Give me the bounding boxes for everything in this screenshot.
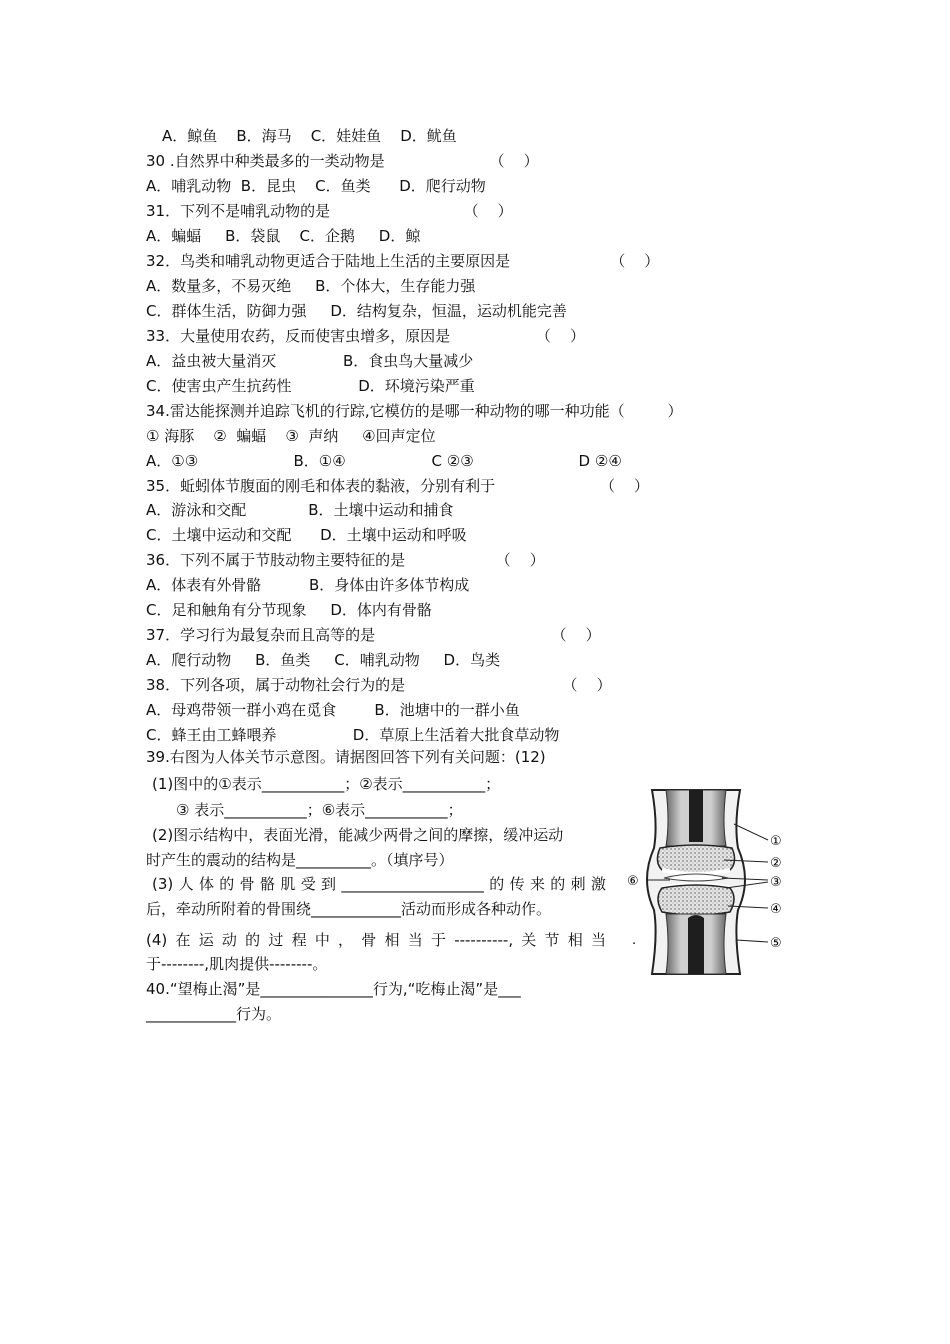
label-2: ② xyxy=(770,856,782,871)
joint-diagram xyxy=(622,784,792,980)
joint-head xyxy=(657,845,734,873)
q40-line1: 40.“望梅止渴”是_______________行为,“吃梅止渴”是___ xyxy=(146,980,521,998)
q39-stem: 39.右图为人体关节示意图。请据图回答下列有关问题：(12) xyxy=(146,748,546,766)
q38-stem: 38．下列各项，属于动物社会行为的是 （ ） xyxy=(146,676,612,694)
q39-part3-line1: (3)人体的骨骼肌受到___________________的传来的刺激 xyxy=(152,875,606,893)
q39-part3-line2: 后，牵动所附着的骨围绕____________活动而形成各种动作。 xyxy=(146,900,552,918)
q36-stem: 36．下列不属于节肢动物主要特征的是 （ ） xyxy=(146,551,545,569)
q39-part4-line1: (4)在运动的过程中，骨相当于----------,关节相当 xyxy=(146,931,606,949)
lower-marrow-cavity xyxy=(688,915,704,974)
q34-stem: 34.雷达能探测并追踪飞机的行踪,它模仿的是哪一种动物的哪一种功能（ ） xyxy=(146,402,683,420)
label-4: ④ xyxy=(770,902,782,917)
q35-options-ab: A．游泳和交配 B．土壤中运动和捕食 xyxy=(146,501,454,519)
q38-options-ab: A．母鸡带领一群小鸡在觅食 B．池塘中的一群小鱼 xyxy=(146,701,520,719)
q36-options-ab: A．体表有外骨骼 B．身体由许多体节构成 xyxy=(146,576,470,594)
q39-part2-line1: (2)图示结构中，表面光滑，能减少两骨之间的摩擦，缓冲运动 xyxy=(152,826,564,844)
label-3: ③ xyxy=(770,875,782,890)
q37-options: A．爬行动物 B．鱼类 C．哺乳动物 D．鸟类 xyxy=(146,651,501,669)
joint-socket xyxy=(658,885,734,915)
q33-options-ab: A．益虫被大量消灭 B．食虫鸟大量减少 xyxy=(146,352,474,370)
q30-options: A．哺乳动物 B．昆虫 C．鱼类 D．爬行动物 xyxy=(146,177,486,195)
q39-part1-line1: (1)图中的①表示___________；②表示___________； xyxy=(152,775,501,793)
q32-options-ab: A．数量多，不易灭绝 B．个体大，生存能力强 xyxy=(146,277,476,295)
q35-options-cd: C．土壤中运动和交配 D．土壤中运动和呼吸 xyxy=(146,526,467,544)
q36-options-cd: C．足和触角有分节现象 D．体内有骨骼 xyxy=(146,601,432,619)
q38-options-cd: C．蜂王由工蜂喂养 D．草原上生活着大批食草动物 xyxy=(146,726,560,744)
q29-options: A．鲸鱼 B．海马 C．娃娃鱼 D．鱿鱼 xyxy=(162,127,457,145)
label-1: ① xyxy=(770,834,782,849)
q39-part4-line2: 于--------,肌肉提供--------。 xyxy=(146,955,328,973)
q32-options-cd: C．群体生活，防御力强 D．结构复杂，恒温，运动机能完善 xyxy=(146,302,567,320)
q39-part2-line2: 时产生的震动的结构是__________。（填序号） xyxy=(146,851,454,869)
stray-dot: . xyxy=(632,933,637,948)
q31-options: A．蝙蝠 B．袋鼠 C．企鹅 D．鲸 xyxy=(146,227,421,245)
q35-stem: 35．蚯蚓体节腹面的刚毛和体表的黏液，分别有利于 （ ） xyxy=(146,477,650,495)
label-5: ⑤ xyxy=(770,936,782,951)
q32-stem: 32．鸟类和哺乳动物更适合于陆地上生活的主要原因是 （ ） xyxy=(146,252,660,270)
q37-stem: 37．学习行为最复杂而且高等的是 （ ） xyxy=(146,626,601,644)
q34-options: A．①③ B．①④ C ②③ D ②④ xyxy=(146,452,622,470)
q33-options-cd: C．使害虫产生抗药性 D．环境污染严重 xyxy=(146,377,475,395)
q40-line2: ____________行为。 xyxy=(146,1005,282,1023)
q33-stem: 33．大量使用农药，反而使害虫增多，原因是 （ ） xyxy=(146,327,585,345)
label-6: ⑥ xyxy=(627,874,639,889)
upper-marrow-cavity xyxy=(689,790,703,842)
q34-items: ① 海豚 ② 蝙蝠 ③ 声纳 ④回声定位 xyxy=(146,427,436,445)
q31-stem: 31．下列不是哺乳动物的是 （ ） xyxy=(146,202,513,220)
q39-part1-line2: ③ 表示___________；⑥表示___________； xyxy=(176,801,463,819)
q30-stem: 30 .自然界中种类最多的一类动物是 （ ） xyxy=(146,152,539,170)
